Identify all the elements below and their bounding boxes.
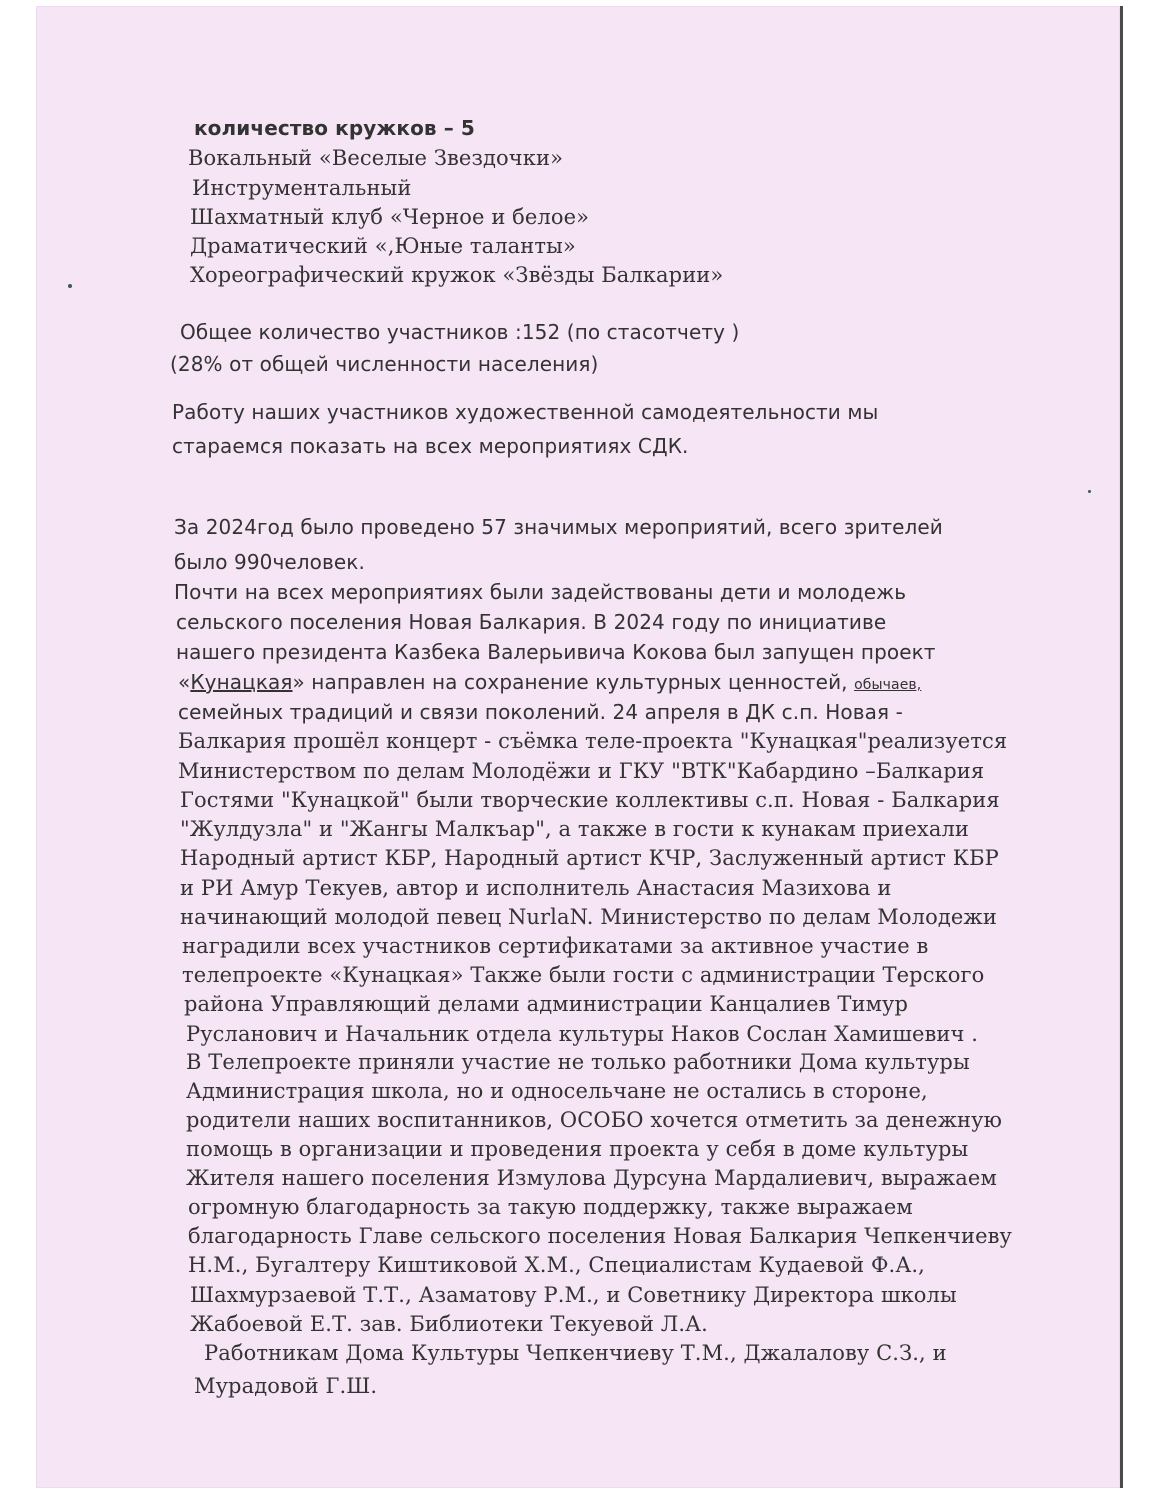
report-line-23: Жителя нашего поселения Измулова Дурсуна Мардалиевич, выражаем (186, 1166, 997, 1190)
report-line-17: района Управляющий делами администрации Канцалиев Тимур (184, 992, 909, 1016)
scan-speck (1088, 490, 1091, 493)
report-line-25: благодарность Главе сельского поселения Новая Балкария Чепкенчиеву (188, 1224, 1012, 1248)
report-line-30: Мурадовой Г.Ш. (194, 1374, 378, 1398)
report-line-28: Жабоевой Е.Т. зав. Библиотеки Текуевой Л.А. (190, 1312, 708, 1336)
report-line-15: наградили всех участников сертификатами за активное участие в (182, 934, 929, 958)
report-line-16: телепроекте «Кунацкая» Также были гости с администрации Терского (182, 963, 985, 987)
club-item-drama: Драматический «,Юные таланты» (190, 234, 576, 258)
report-line-03: Почти на всех мероприятиях были задействованы дети и молодежь (174, 580, 907, 604)
report-line-06-rest: » направлен на сохранение культурных ценностей, (292, 670, 855, 694)
quote-open: « (178, 670, 191, 694)
report-line-20: Администрация школа, но и односельчане не остались в стороне, (186, 1079, 928, 1103)
report-line-05: нашего президента Казбека Валерьивича Кокова был запущен проект (176, 640, 936, 664)
report-line-02: было 990человек. (174, 550, 365, 574)
report-line-14: начинающий молодой певец NurlaN. Министерство по делам Молодежи (180, 905, 997, 929)
report-line-26: Н.М., Бугалтеру Киштиковой Х.М., Специалистам Кудаевой Ф.А., (188, 1253, 925, 1277)
report-line-27: Шахмурзаевой Т.Т., Азаматову Р.М., и Советнику Директора школы (190, 1283, 957, 1307)
report-line-08: Балкария прошёл концерт - съёмка теле-проекта "Кунацкая"реализуется (178, 729, 1008, 753)
customs-word: обычаев, (854, 677, 922, 693)
report-line-21: родители наших воспитанников, ОСОБО хочется отметить за денежную (186, 1108, 1002, 1132)
club-item-chess: Шахматный клуб «Черное и белое» (190, 205, 590, 229)
club-item-instrumental: Инструментальный (192, 176, 412, 200)
club-item-vocal: Вокальный «Веселые Звездочки» (188, 146, 564, 170)
participants-percent: (28% от общей численности населения) (170, 352, 599, 376)
report-line-22: помощь в организации и проведения проекта у себя в доме культуры (186, 1137, 969, 1161)
project-name-kunatskaya: Кунацкая (190, 670, 293, 694)
report-line-01: За 2024год было проведено 57 значимых мероприятий, всего зрителей (174, 515, 943, 539)
report-line-18: Русланович и Начальник отдела культуры Наков Сослан Хамишевич . (186, 1022, 979, 1046)
report-line-11: "Жулдузла" и "Жангы Малкъар", а также в гости к кунакам приехали (180, 817, 970, 841)
report-line-19: В Телепроекте приняли участие не только работники Дома культуры (186, 1050, 970, 1074)
clubs-heading: количество кружков – 5 (194, 116, 475, 140)
report-line-10: Гостями "Кунацкой" были творческие коллективы с.п. Новая - Балкария (180, 788, 1000, 812)
scan-speck (68, 284, 72, 288)
participants-total: Общее количество участников :152 (по стасотчету ) (180, 320, 740, 344)
report-line-06 (178, 668, 921, 699)
report-line-04: сельского поселения Новая Балкария. В 2024 году по инициативе (176, 610, 887, 634)
club-item-choreography: Хореографический кружок «Звёзды Балкарии» (190, 263, 724, 287)
report-line-29: Работникам Дома Культуры Чепкенчиеву Т.М., Джалалову С.З., и (204, 1341, 947, 1365)
report-line-12: Народный артист КБР, Народный артист КЧР, Заслуженный артист КБР (180, 846, 999, 870)
report-line-07: семейных традиций и связи поколений. 24 апреля в ДК с.п. Новая - (178, 700, 903, 724)
report-line-09: Министерством по делам Молодёжи и ГКУ "ВТК"Кабардино –Балкария (178, 759, 985, 783)
intro-line-2: стараемся показать на всех мероприятиях СДК. (172, 434, 689, 458)
intro-line-1: Работу наших участников художественной самодеятельности мы (172, 400, 879, 424)
report-line-24: огромную благодарность за такую поддержку, также выражаем (188, 1195, 913, 1219)
report-line-13: и РИ Амур Текуев, автор и исполнитель Анастасия Мазихова и (180, 876, 892, 900)
